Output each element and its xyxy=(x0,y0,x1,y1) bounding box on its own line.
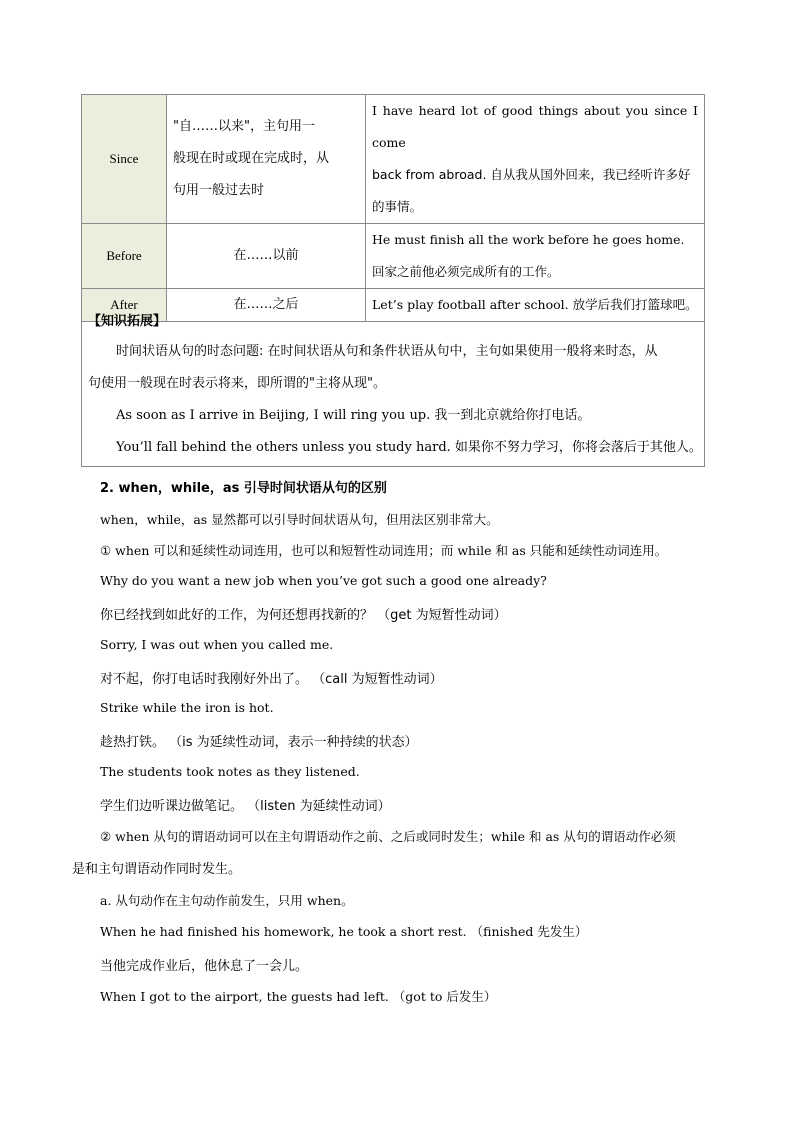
table-row xyxy=(82,224,705,289)
conjunction-table xyxy=(81,94,705,322)
body-text: when，while，as 显然都可以引导时间状语从句，但用法区别非常大。 xyxy=(100,512,499,527)
meaning-line: 般现在时或现在完成时，从 xyxy=(173,151,330,166)
translation: 对不起，你打电话时我刚好外出了。 （call 为短暂性动词） xyxy=(100,672,443,687)
word-cell: Before xyxy=(82,224,167,289)
meaning-cell: 在……以前 xyxy=(167,224,366,289)
extension-line: As soon as I arrive in Beijing, I will ring you up. 我一到北京就给你打电话。 xyxy=(116,408,591,423)
body-text: ② when 从句的谓语动词可以在主句谓语动作之前、之后或同时发生；while 和 as 从句的谓语动作必须 xyxy=(100,829,676,844)
example-line: 的事情。 xyxy=(372,199,423,214)
meaning-line: "自……以来"，主句用一 xyxy=(173,119,315,134)
meaning-line: 句用一般过去时 xyxy=(173,183,265,198)
meaning-cell xyxy=(167,95,366,224)
body-text: a. 从句动作在主句动作前发生，只用 when。 xyxy=(100,893,354,908)
example-line: He must finish all the work before he goes home. xyxy=(372,232,685,247)
word-cell: After xyxy=(82,289,167,322)
example-sentence: Sorry, I was out when you called me. xyxy=(100,637,334,652)
extension-line: You’ll fall behind the others unless you study hard. 如果你不努力学习，你将会落后于其他人。 xyxy=(116,440,702,455)
table-row xyxy=(82,95,705,224)
extension-line: 句使用一般现在时表示将来，即所谓的"主将从现"。 xyxy=(88,376,386,391)
meaning-cell: 在……之后 xyxy=(167,289,366,322)
example-sentence: When I got to the airport, the guests had left. （got to 后发生） xyxy=(100,989,497,1004)
extension-line: 时间状语从句的时态问题: 在时间状语从句和条件状语从句中，主句如果使用一般将来时态，从 xyxy=(116,344,658,359)
example-sentence: Strike while the iron is hot. xyxy=(100,700,274,715)
body-text: ① when 可以和延续性动词连用，也可以和短暂性动词连用；而 while 和 as 只能和延续性动词连用。 xyxy=(100,543,668,558)
example-sentence: Why do you want a new job when you’ve got such a good one already? xyxy=(100,573,547,588)
example-line: back from abroad. 自从我从国外回来，我已经听许多好 xyxy=(372,167,691,182)
knowledge-extension-box xyxy=(81,296,705,467)
example-line: I have heard lot of good things about you since I come xyxy=(372,103,698,150)
word-cell: Since xyxy=(82,95,167,224)
translation: 学生们边听课边做笔记。 （listen 为延续性动词） xyxy=(100,799,391,814)
extension-heading: 【知识拓展】 xyxy=(88,314,167,329)
body-text: 是和主句谓语动作同时发生。 xyxy=(72,862,242,877)
translation: 你已经找到如此好的工作，为何还想再找新的？ （get 为短暂性动词） xyxy=(100,608,507,623)
example-cell xyxy=(366,224,705,289)
section-heading: 2. when，while，as 引导时间状语从句的区别 xyxy=(100,481,387,496)
example-cell xyxy=(366,95,705,224)
translation: 当他完成作业后，他休息了一会儿。 xyxy=(100,959,309,974)
example-sentence: When he had finished his homework, he took a short rest. （finished 先发生） xyxy=(100,924,588,939)
example-sentence: The students took notes as they listened. xyxy=(100,764,360,779)
example-line: Let’s play football after school. 放学后我们打篮球吧。 xyxy=(372,297,698,312)
translation: 趁热打铁。 （is 为延续性动词，表示一种持续的状态） xyxy=(100,735,418,750)
example-line: 回家之前他必须完成所有的工作。 xyxy=(372,264,560,279)
